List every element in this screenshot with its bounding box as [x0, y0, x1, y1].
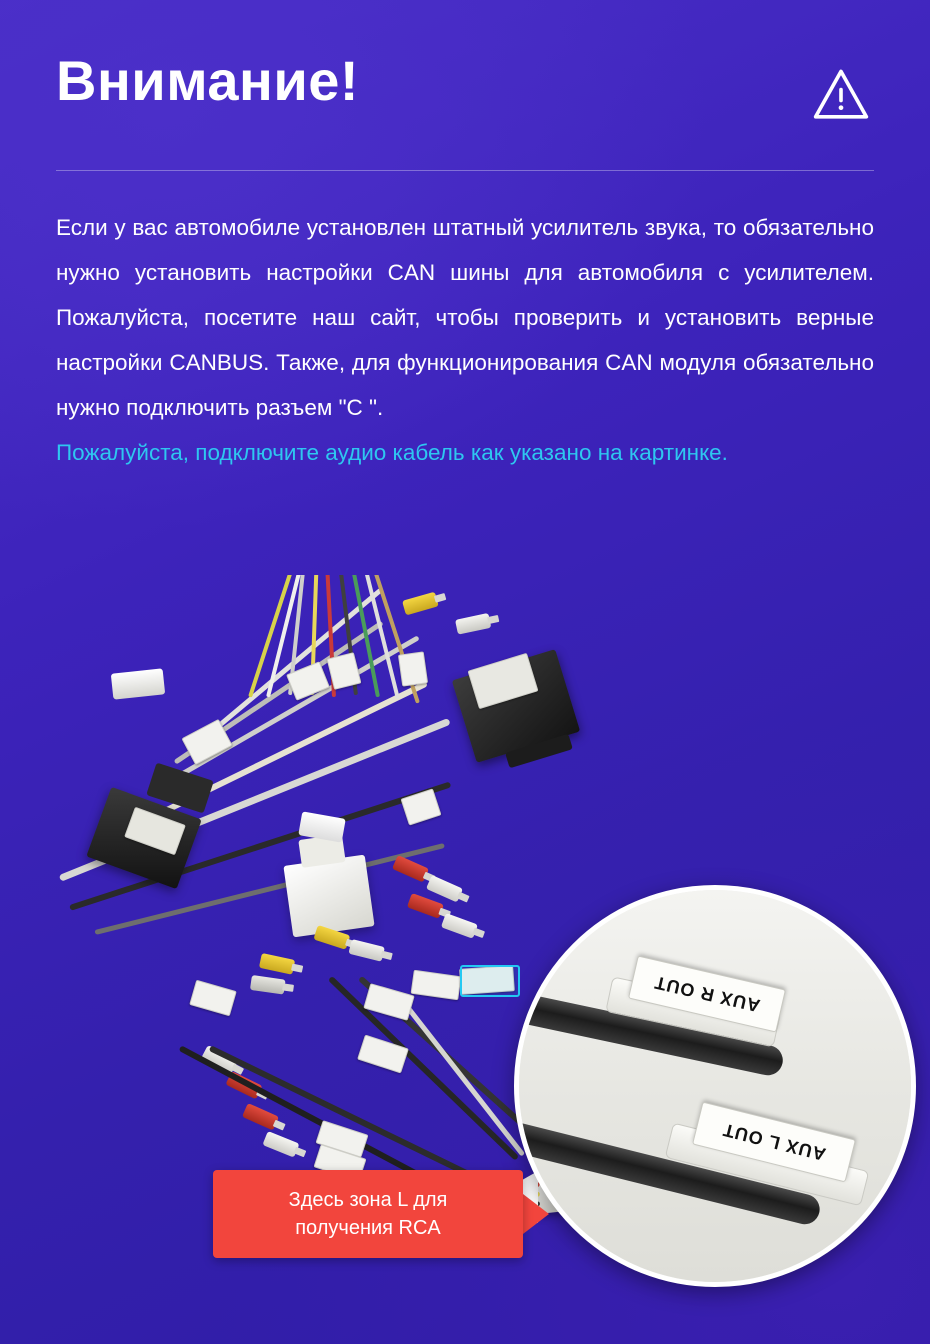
body-text	[56, 205, 874, 475]
paragraph-highlight: Пожалуйста, подключите аудио кабель как указано на картинке.	[56, 440, 728, 465]
callout-arrow	[523, 1194, 549, 1234]
wiring-harness-photo	[0, 575, 930, 1344]
highlight-box	[460, 965, 520, 997]
iso-connector	[283, 855, 374, 938]
magnifier-label-aux-r-out: AUX R OUT	[628, 955, 786, 1032]
header	[56, 49, 874, 148]
warning-triangle-icon	[812, 66, 870, 124]
magnifier-label-aux-l-out: AUX L OUT	[692, 1102, 856, 1183]
page-title: Внимание!	[56, 49, 360, 112]
header-divider	[56, 170, 874, 171]
magnifier-callout	[514, 885, 916, 1287]
callout-line-2: получения RCA	[295, 1217, 441, 1239]
paragraph-main: Если у вас автомобиле установлен штатный усилитель звука, то обязательно нужно установить настройки CAN шины для автомобиля с усилителем. Пожалуйста, посетите наш сайт, чтобы проверить и установить верные настройки CANBUS. Также, для функционирования CAN модуля обязательно нужно подключить разъем "С ".	[56, 215, 874, 420]
callout-line-1: Здесь зона L для	[288, 1189, 448, 1211]
callout-box	[213, 1170, 523, 1258]
white-plug	[111, 668, 165, 699]
